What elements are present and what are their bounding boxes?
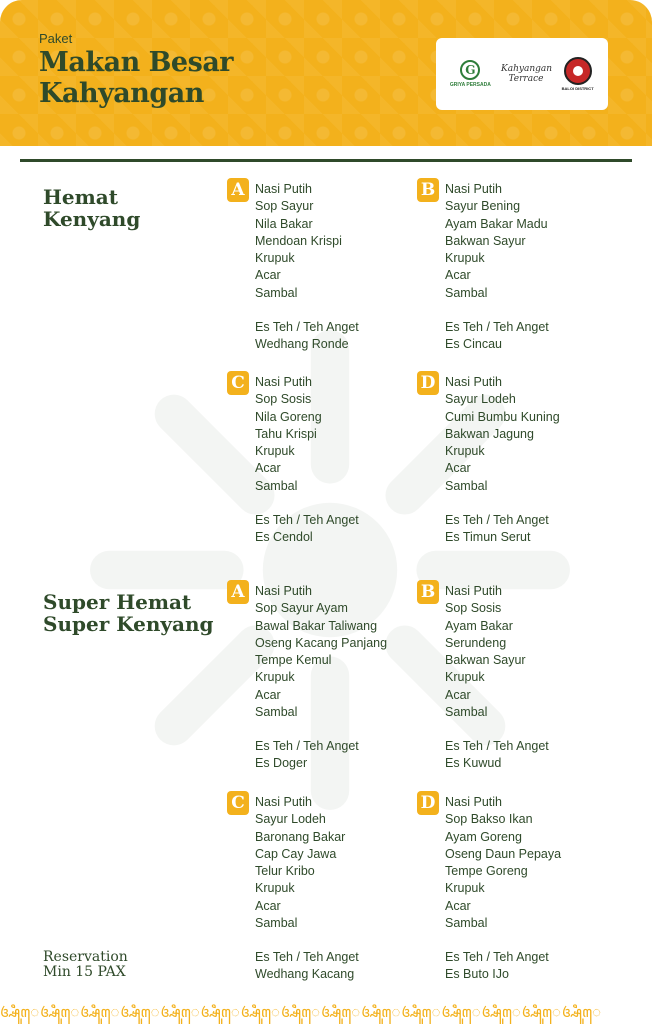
list-item: Nasi Putih <box>255 584 312 598</box>
list-item: Krupuk <box>445 251 485 266</box>
list-item: Mendoan Krispi <box>255 233 342 248</box>
package-letter-badge: D <box>417 371 439 395</box>
list-item: Es Buto IJo <box>445 967 509 982</box>
list-item: Sop Sosis <box>255 392 312 407</box>
list-item: Sambal <box>445 705 488 720</box>
section-title-line-1: Hemat <box>43 185 118 209</box>
section-title-line-2: Kenyang <box>43 207 141 231</box>
list-item: Acar <box>445 268 471 283</box>
list-item: Sambal <box>255 285 298 300</box>
list-item: Es Teh / Teh Anget <box>445 739 549 753</box>
list-item: Es Timun Serut <box>445 530 531 545</box>
list-item: Es Teh / Teh Anget <box>255 320 359 334</box>
kahyangan-terrace-logo <box>501 64 551 84</box>
list-item: Acar <box>445 687 471 702</box>
kahyangan-logo-line-1: Kahyangan <box>500 64 553 74</box>
list-item: Sambal <box>255 916 298 931</box>
list-item: Es Cendol <box>255 530 313 545</box>
drinks-list <box>255 512 359 547</box>
list-item: Cap Cay Jawa <box>255 846 337 861</box>
menu-items-list <box>255 374 322 495</box>
list-item: Acar <box>255 898 281 913</box>
header-divider <box>20 159 632 162</box>
package-letter-badge: A <box>227 580 249 604</box>
page-title <box>39 47 233 109</box>
list-item: Baronang Bakar <box>255 829 346 844</box>
menu-items-list <box>255 794 345 932</box>
list-item: Sambal <box>445 478 488 493</box>
package-letter-badge: B <box>417 580 439 604</box>
section-title-line-2: Super Kenyang <box>43 612 214 636</box>
title-line-1: Makan Besar <box>39 47 234 78</box>
list-item: Ayam Bakar Madu <box>445 216 548 231</box>
package-letter-badge: B <box>417 178 439 202</box>
list-item: Ayam Bakar <box>445 618 513 633</box>
drinks-list <box>445 738 549 773</box>
drinks-list <box>255 319 359 354</box>
list-item: Oseng Kacang Panjang <box>255 635 388 650</box>
package-letter-badge: D <box>417 791 439 815</box>
list-item: Nasi Putih <box>445 795 502 809</box>
list-item: Sambal <box>445 916 488 931</box>
reservation-note <box>43 950 128 980</box>
list-item: Sambal <box>255 478 298 493</box>
list-item: Tahu Krispi <box>255 426 317 441</box>
reservation-label: Reservation <box>43 949 128 965</box>
list-item: Sop Sayur Ayam <box>255 601 348 616</box>
header-banner <box>0 0 652 146</box>
list-item: Es Teh / Teh Anget <box>445 513 549 527</box>
package-letter-badge: A <box>227 178 249 202</box>
title-line-2: Kahyangan <box>39 78 204 109</box>
drinks-list <box>445 949 549 984</box>
list-item: Nasi Putih <box>255 375 312 389</box>
package-letter-badge: C <box>227 371 249 395</box>
list-item: Cumi Bumbu Kuning <box>445 409 560 424</box>
list-item: Bawal Bakar Taliwang <box>255 618 378 633</box>
menu-items-list <box>255 181 342 302</box>
list-item: Es Doger <box>255 756 308 771</box>
list-item: Sayur Bening <box>445 199 521 214</box>
list-item: Nasi Putih <box>255 182 312 196</box>
drinks-list <box>255 949 359 984</box>
list-item: Krupuk <box>445 881 485 896</box>
griya-g-icon: G <box>460 60 480 80</box>
logo-panel <box>436 38 608 110</box>
menu-items-list <box>255 583 387 721</box>
section-title-hemat-kenyang <box>43 186 140 230</box>
list-item: Es Teh / Teh Anget <box>255 950 359 964</box>
list-item: Acar <box>255 461 281 476</box>
list-item: Bakwan Jagung <box>445 426 534 441</box>
list-item: Ayam Goreng <box>445 829 522 844</box>
drinks-list <box>445 512 549 547</box>
list-item: Krupuk <box>255 881 295 896</box>
list-item: Nila Bakar <box>255 216 313 231</box>
baloi-seal-icon <box>564 57 592 85</box>
list-item: Telur Kribo <box>255 864 315 879</box>
baloi-district-logo <box>560 57 596 91</box>
list-item: Krupuk <box>255 251 295 266</box>
list-item: Sayur Lodeh <box>445 392 516 407</box>
list-item: Nasi Putih <box>445 375 502 389</box>
griya-logo-text: GRIYA PERSADA <box>449 82 491 88</box>
drinks-list <box>255 738 359 773</box>
list-item: Acar <box>445 461 471 476</box>
list-item: Sayur Lodeh <box>255 812 326 827</box>
kahyangan-logo-line-2: Terrace <box>508 74 544 84</box>
list-item: Sambal <box>445 285 488 300</box>
section-title-super-hemat <box>43 591 214 635</box>
list-item: Tempe Kemul <box>255 653 332 668</box>
list-item: Wedhang Ronde <box>255 337 349 352</box>
list-item: Nasi Putih <box>445 584 502 598</box>
list-item: Es Kuwud <box>445 756 502 771</box>
list-item: Sop Sosis <box>445 601 502 616</box>
section-title-line-1: Super Hemat <box>43 590 192 614</box>
list-item: Krupuk <box>255 444 295 459</box>
list-item: Es Cincau <box>445 337 502 352</box>
baloi-logo-text: BALOI DISTRICT <box>561 86 594 91</box>
list-item: Acar <box>255 687 281 702</box>
list-item: Acar <box>445 898 471 913</box>
menu-items-list <box>445 374 560 495</box>
list-item: Serundeng <box>445 635 507 650</box>
list-item: Nasi Putih <box>255 795 312 809</box>
drinks-list <box>445 319 549 354</box>
list-item: Wedhang Kacang <box>255 967 355 982</box>
list-item: Sop Sayur <box>255 199 314 214</box>
paket-label: Paket <box>39 31 73 46</box>
package-letter-badge: C <box>227 791 249 815</box>
list-item: Krupuk <box>445 444 485 459</box>
menu-items-list <box>445 794 561 932</box>
list-item: Sambal <box>255 705 298 720</box>
footer-ornament-pattern: ꦄꦶꦸꦺꦄꦶꦸꦺꦄꦶꦸꦺꦄꦶꦸꦺꦄꦶꦸꦺꦄꦶꦸꦺꦄꦶꦸꦺꦄꦶꦸꦺꦄꦶꦸꦺꦄꦶꦸꦺꦄꦶꦸꦺꦄꦶꦸꦺꦄꦶꦸꦺꦄꦶꦸꦺꦄꦶꦸꦺ <box>0 1003 603 1021</box>
list-item: Nasi Putih <box>445 182 502 196</box>
griya-persada-logo <box>448 60 492 88</box>
list-item: Bakwan Sayur <box>445 233 526 248</box>
list-item: Es Teh / Teh Anget <box>255 513 359 527</box>
list-item: Acar <box>255 268 281 283</box>
list-item: Es Teh / Teh Anget <box>255 739 359 753</box>
menu-items-list <box>445 181 548 302</box>
list-item: Krupuk <box>255 670 295 685</box>
list-item: Bakwan Sayur <box>445 653 526 668</box>
list-item: Sop Bakso Ikan <box>445 812 533 827</box>
menu-items-list <box>445 583 526 721</box>
list-item: Es Teh / Teh Anget <box>445 320 549 334</box>
list-item: Krupuk <box>445 670 485 685</box>
list-item: Oseng Daun Pepaya <box>445 846 562 861</box>
list-item: Es Teh / Teh Anget <box>445 950 549 964</box>
list-item: Tempe Goreng <box>445 864 528 879</box>
reservation-min-pax: Min 15 PAX <box>43 964 126 980</box>
list-item: Nila Goreng <box>255 409 322 424</box>
